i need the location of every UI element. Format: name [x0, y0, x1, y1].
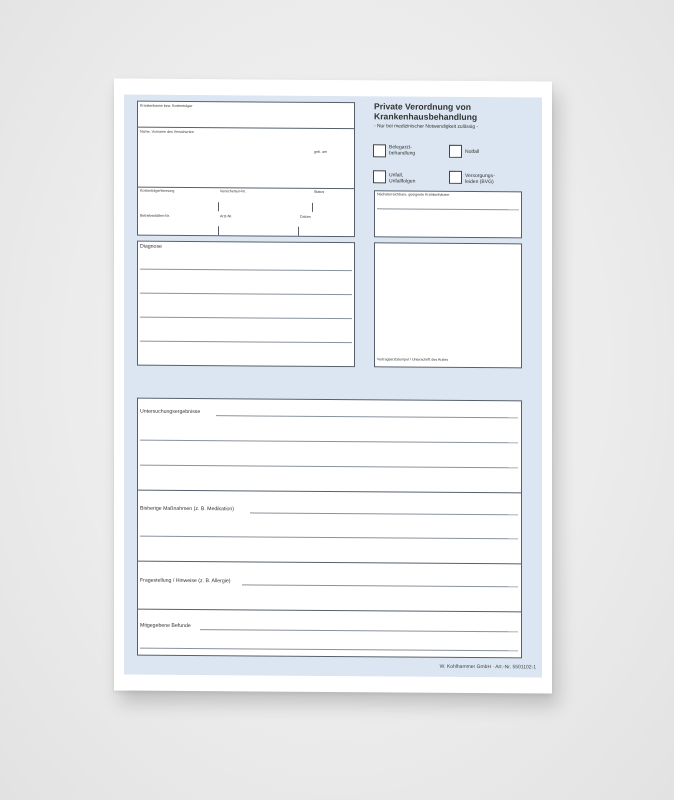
insured-no-label: Versicherten-Nr. [220, 189, 246, 194]
diagnosis-label: Diagnose [140, 243, 162, 250]
insurer-divider [138, 127, 354, 130]
exam-results-line-0 [216, 415, 518, 418]
diagnosis-line-4 [140, 341, 352, 343]
checkbox-bvg[interactable] [449, 171, 462, 184]
checkbox-bvg-label: Versorgungs- leiden (BVG) [465, 172, 495, 186]
findings-label: Mitgegebene Befunde [140, 622, 191, 630]
patient-box [137, 101, 355, 238]
findings-line-1 [140, 648, 518, 652]
form-title [374, 102, 477, 122]
section-divider-1 [138, 490, 521, 494]
findings-box [137, 398, 522, 659]
form-subtitle: - Nur bei medizinischer Notwendigkeit zulässig - [374, 124, 479, 131]
hospital-box [374, 190, 522, 238]
previous-measures-line-1 [140, 536, 518, 540]
diagnosis-line-3 [140, 317, 352, 319]
practice-divider-2 [298, 227, 299, 236]
form-sheet [114, 78, 552, 693]
previous-measures-line-0 [250, 512, 518, 515]
questions-label: Fragestellung / Hinweise (z. B. Allergie) [140, 577, 231, 585]
hospital-label: Nächsterreichbare, geeignete Krankenhäuser [377, 192, 450, 197]
id-divider-1 [218, 202, 219, 211]
checkbox-unfall-label: Unfall, Unfallfolgen [389, 172, 416, 185]
id-divider-2 [312, 203, 313, 212]
insurer-label: Krankenkasse bzw. Kostenträger [140, 103, 193, 109]
birth-label: geb. am [314, 149, 327, 154]
checkbox-belegarzt[interactable] [373, 144, 386, 157]
checkbox-belegarzt-label: Belegarzt- behandlung [389, 144, 416, 157]
checkbox-notfall-label: Notfall [465, 148, 480, 156]
previous-measures-label: Bisherige Maßnahmen (z. B. Medikation) [140, 505, 234, 513]
hospital-line-1 [377, 208, 519, 210]
checkbox-notfall[interactable] [449, 145, 462, 158]
exam-results-line-2 [140, 465, 518, 469]
section-divider-2 [138, 561, 521, 565]
stamp-box [374, 242, 522, 368]
diagnosis-line-1 [140, 269, 352, 271]
exam-results-line-1 [140, 440, 518, 444]
insurer-id-label: Kostenträgerkennung [140, 188, 175, 193]
footer-imprint: W. Kohlhammer GmbH · Art.-Nr. 5501102-1 [439, 663, 536, 671]
diagnosis-box [137, 241, 355, 368]
checkbox-unfall[interactable] [373, 170, 386, 183]
form-title-line1: Private Verordnung von [374, 101, 471, 112]
form-background [124, 95, 542, 678]
doctor-no-label: Arzt-Nr. [220, 214, 233, 219]
practice-divider-1 [218, 226, 219, 235]
stamp-label: Vertragsarztstempel / Unterschrift des Arztes [377, 357, 449, 362]
date-label: Datum [300, 214, 311, 219]
name-label: Name, Vorname des Versicherten [140, 129, 194, 135]
findings-line-0 [200, 629, 518, 632]
section-divider-3 [138, 609, 521, 613]
practice-no-label: Betriebsstätten-Nr. [140, 213, 170, 218]
status-label: Status [314, 189, 325, 194]
diagnosis-line-2 [140, 293, 352, 295]
exam-results-label: Untersuchungsergebnisse [140, 408, 201, 416]
form-title-line2: Krankenhausbehandlung [374, 110, 478, 122]
questions-line-0 [242, 584, 518, 587]
